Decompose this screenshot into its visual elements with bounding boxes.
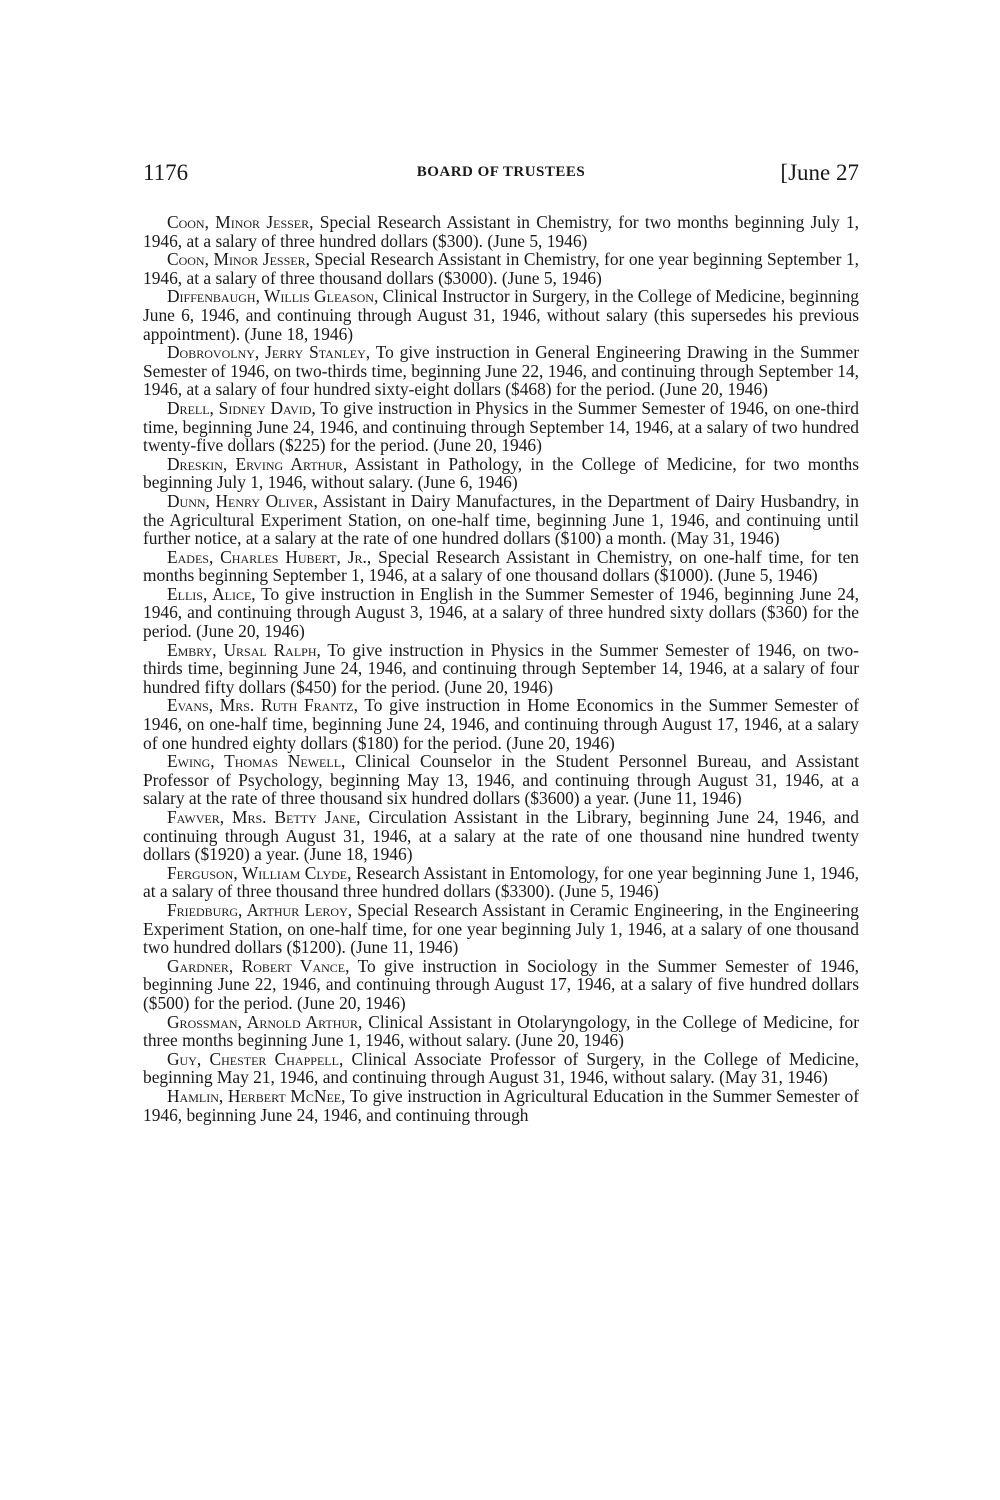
appointment-text: Clinical Associate Professor of Surgery, in the College of Medicine, beginning May 21, 1946, and continuing through August 31, 1946, without salary. (May 31, 1946): [143, 1048, 860, 1088]
appointment-text: To give instruction in Sociology in the Summer Semester of 1946, beginning June 22, 1946, and continuing through August 17, 1946, at a salary of five hundred dollars ($500) for the period. (June 20, 1946): [143, 955, 859, 1013]
date-tab: [June 27: [780, 160, 859, 185]
appointment-text: To give instruction in Physics in the Summer Semester of 1946, on two-thirds time, beginning June 24, 1946, and continuing through September 14, 1946, at a salary of four hundred fifty dollars ($450) for the period. (June 20, 1946): [143, 639, 859, 697]
appointee-name: Coon, Minor Jesser,: [167, 212, 314, 232]
appointee-name: Guy, Chester Chappell,: [167, 1048, 344, 1069]
appointee-name: Drell, Sidney David,: [167, 397, 316, 418]
appointee-name: Ellis, Alice,: [167, 583, 256, 604]
appointment-text: Assistant in Pathology, in the College of Medicine, for two months beginning July 1, 1946, without salary. (June 6, 1946): [143, 453, 860, 493]
appointment-entry: [143, 548, 859, 585]
appointee-name: Diffenbaugh, Willis Gleason,: [167, 286, 379, 307]
appointment-entry: [143, 492, 859, 548]
appointment-text: Special Research Assistant in Ceramic Engineering, in the Engineering Experiment Station, on one-half time, for one year beginning July 1, 1946, at a salary of one thousand two hundred dollars ($1200). (June 11, 1946): [143, 899, 859, 958]
page-number: 1176: [143, 160, 189, 185]
page-header: [143, 160, 859, 194]
appointment-entry: [143, 901, 859, 957]
appointment-entries: [143, 213, 859, 1124]
appointee-name: Evans, Mrs. Ruth Frantz,: [167, 695, 358, 716]
appointment-entry: [143, 957, 859, 1013]
appointment-text: Special Research Assistant in Chemistry, on one-half time, for ten months beginning September 1, 1946, at a salary of one thousand dollars ($1000). (June 5, 1946): [143, 546, 860, 586]
appointment-text: Clinical Instructor in Surgery, in the College of Medicine, beginning June 6, 1946, and continuing through August 31, 1946, without salary (this supersedes his previous appointment). (June 18, 1946): [143, 286, 860, 344]
appointment-entry: [143, 287, 859, 343]
appointment-entry: [143, 250, 859, 287]
appointment-text: Circulation Assistant in the Library, beginning June 24, 1946, and continuing through August 31, 1946, at a salary at the rate of one thousand nine hundred twenty dollars ($1920) a year. (June 18, 1946): [143, 807, 859, 865]
appointee-name: Coon, Minor Jesser,: [167, 249, 310, 270]
appointment-text: Assistant in Dairy Manufactures, in the Department of Dairy Husbandry, in the Agricultural Experiment Station, on one-half time, beginning June 1, 1946, and continuing until further notice, at a salary at the rate of one hundred dollars ($100) a month. (May 31, 1946): [143, 490, 859, 549]
appointment-entry: [143, 585, 859, 641]
appointment-entry: [143, 455, 859, 492]
appointment-entry: [143, 1013, 859, 1050]
appointment-entry: [143, 752, 859, 808]
appointee-name: Embry, Ursal Ralph,: [167, 639, 321, 660]
appointee-name: Ewing, Thomas Newell,: [167, 751, 346, 772]
running-head: BOARD OF TRUSTEES: [416, 164, 586, 180]
appointment-text: Special Research Assistant in Chemistry, for one year beginning September 1, 1946, at a salary of three thousand dollars ($3000). (June 5, 1946): [143, 249, 859, 288]
appointee-name: Dobrovolny, Jerry Stanley,: [167, 342, 371, 363]
appointee-name: Grossman, Arnold Arthur,: [167, 1011, 363, 1032]
appointee-name: Hamlin, Herbert McNee,: [167, 1085, 346, 1106]
appointment-entry: [143, 808, 859, 864]
appointment-text: To give instruction in Home Economics in the Summer Semester of 1946, on one-half time, beginning June 24, 1946, and continuing through August 17, 1946, at a salary of one hundred eighty dollars ($180) for the period. (June 20, 1946): [143, 695, 859, 753]
appointment-text: To give instruction in Physics in the Summer Semester of 1946, on one-third time, beginning June 24, 1946, and continuing through September 14, 1946, at a salary of two hundred twenty-five dollars ($225) for the period. (June 20, 1946): [143, 397, 860, 456]
appointment-entry: [143, 399, 859, 455]
appointee-name: Gardner, Robert Vance,: [167, 955, 350, 976]
appointment-entry: [143, 343, 859, 399]
appointment-entry: [143, 696, 859, 752]
appointment-text: Clinical Counselor in the Student Personnel Bureau, and Assistant Professor of Psychology, beginning May 13, 1946, and continuing through August 31, 1946, at a salary at the rate of three thousand six hundred dollars ($3600) a year. (June 11, 1946): [143, 751, 859, 809]
appointment-entry: [143, 864, 859, 901]
appointment-text: Special Research Assistant in Chemistry, for two months beginning July 1, 1946, at a salary of three hundred dollars ($300). (June 5, 1946): [143, 212, 859, 251]
appointment-entry: [143, 1050, 859, 1087]
appointment-text: To give instruction in English in the Summer Semester of 1946, beginning June 24, 1946, and continuing through August 3, 1946, at a salary of three hundred sixty dollars ($360) for the period. (June 20, 1946): [143, 583, 859, 642]
appointment-entry: [143, 1087, 859, 1124]
appointment-entry: [143, 641, 859, 697]
appointment-text: To give instruction in Agricultural Education in the Summer Semester of 1946, beginning June 24, 1946, and continuing through: [143, 1085, 859, 1125]
appointee-name: Friedburg, Arthur Leroy,: [167, 899, 353, 920]
appointee-name: Eades, Charles Hubert, Jr.,: [167, 546, 372, 567]
appointment-text: Clinical Assistant in Otolaryngology, in the College of Medicine, for three months beginning June 1, 1946, without salary. (June 20, 1946): [143, 1011, 859, 1051]
appointee-name: Dunn, Henry Oliver,: [167, 490, 318, 511]
appointee-name: Dreskin, Erving Arthur,: [167, 453, 348, 474]
appointee-name: Ferguson, William Clyde,: [167, 862, 352, 883]
appointment-text: Research Assistant in Entomology, for one year beginning June 1, 1946, at a salary of three thousand three hundred dollars ($3300). (June 5, 1946): [143, 862, 860, 902]
appointment-entry: [143, 213, 859, 250]
appointee-name: Fawver, Mrs. Betty Jane,: [167, 807, 361, 827]
appointment-text: To give instruction in General Engineering Drawing in the Summer Semester of 1946, on two-thirds time, beginning June 22, 1946, and continuing through September 14, 1946, at a salary of four hundred sixty-eight dollars ($468) for the period. (June 20, 1946): [143, 342, 860, 400]
